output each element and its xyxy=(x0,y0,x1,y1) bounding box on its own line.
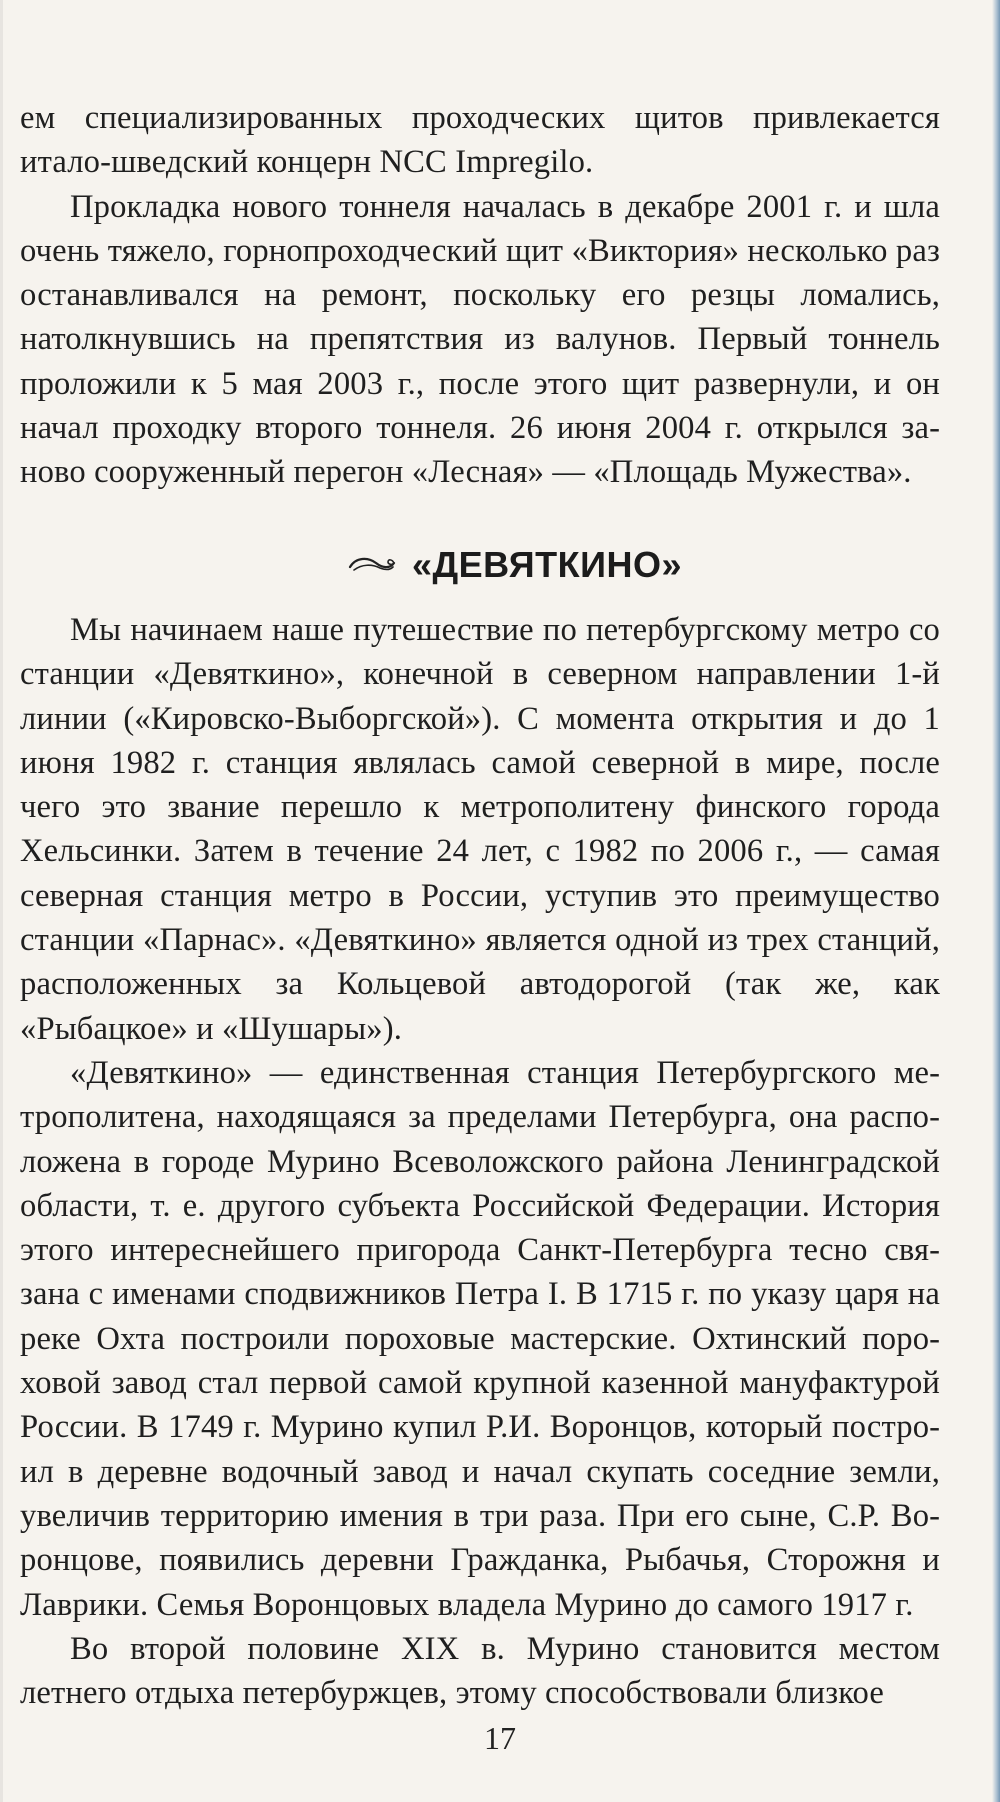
paragraph: «Девяткино» — единственная станция Петербургского метрополитена, находящаяся за пределами Петербурга, она расположена в городе Мурино Всеволожского района Ленинградской области, т. е. другого субъекта Российской Федерации. История этого интереснейшего пригорода Санкт-Петербурга тесно связана с именами сподвижников Петра I. В 1715 г. по указу царя на реке Охта построили пороховые мастерские. Охтинский пороховой завод стал первой самой крупной казенной мануфактурой России. В 1749 г. Мурино купил Р.И. Воронцов, который построил в деревне водочный завод и начал скупать соседние земли, увеличив территорию имения в три раза. При его сыне, С.Р. Воронцове, появились деревни Гражданка, Рыбачья, Сторожня и Лаврики. Семья Воронцовых владела Мурино до самого 1917 г. xyxy=(20,1054,940,1623)
page-number: 17 xyxy=(484,1720,516,1756)
paragraph: Прокладка нового тоннеля началась в декабре 2001 г. и шла очень тяжело, горнопроходческий щит «Виктория» несколько раз останавливался на ремонт, поскольку его резцы ломались, натолкнувшись на препятствия из валунов. Первый тоннель проложили к 5 мая 2003 г., после этого щит развернули, и он начал проходку второго тоннеля. 26 июня 2004 г. открылся заново сооруженный перегон «Лесная» — «Площадь Мужества». xyxy=(20,188,940,491)
section-heading xyxy=(0,540,1000,590)
scroll-flourish-icon xyxy=(348,552,396,579)
paragraph: ем специализированных проходческих щитов привлекается итало-шведский концерн NCC Impregilo. xyxy=(20,100,940,181)
top-text-block xyxy=(20,96,940,495)
page-left-edge xyxy=(0,0,3,1802)
main-text-block xyxy=(20,608,940,1715)
page-right-edge xyxy=(992,0,1000,1802)
section-title: «ДЕВЯТКИНО» xyxy=(411,544,682,585)
paragraph: Мы начинаем наше путешествие по петербургскому метро со станции «Девяткино», конечной в северном направлении 1-й линии («Кировско-Выборгской»). С момента открытия и до 1 июня 1982 г. станция являлась самой северной в мире, после чего это звание перешло к метрополитену финского города Хельсинки. Затем в течение 24 лет, с 1982 по 2006 г., — самая северная станция метро в России, уступив это преимущество станции «Парнас». «Девяткино» является одной из трех станций, расположенных за Кольцевой автодорогой (так же, как «Рыбацкое» и «Шушары»). xyxy=(20,612,940,1047)
paragraph: Во второй половине XIX в. Мурино становится местом летнего отдыха петербуржцев, этому способствовали близкое xyxy=(20,1630,940,1712)
